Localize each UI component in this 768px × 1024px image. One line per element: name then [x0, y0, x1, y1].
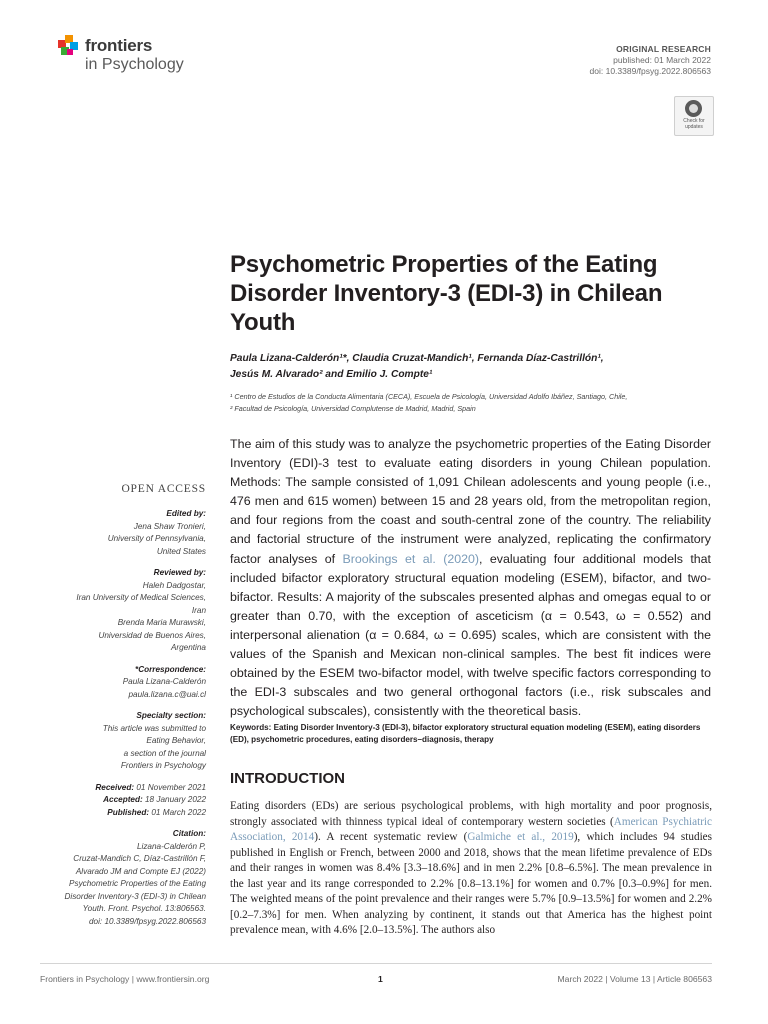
correspondence-email[interactable]: paula.lizana.c@uai.cl	[128, 689, 206, 699]
reviewer-affiliation: Iran University of Medical Sciences,	[76, 593, 206, 602]
affiliation: ² Facultad de Psicología, Universidad Complutense de Madrid, Madrid, Spain	[230, 404, 476, 413]
editor-country: United States	[156, 546, 206, 556]
citation-line: Cruzat-Mandich C, Díaz-Castrillón F,	[73, 854, 206, 863]
abstract-text: The aim of this study was to analyze the psychometric properties of the Eating Disorder Inventory (EDI)-3 test to evaluate eating disorders in young Chilean population. Methods: The sample consisted of 1,091 Chilean adolescents and young people (i.e., 476 men and 615 women) between 15 and 28 years old, from the metropolitan region, and four regions from the coast and south-central zone of the country. The reliability and factorial structure of the instrument were analyzed, replicating the confirmatory factor analyses of	[230, 437, 711, 566]
citation-line: Disorder Inventory-3 (EDI-3) in Chilean	[64, 891, 206, 901]
article-type: ORIGINAL RESEARCH	[616, 44, 711, 54]
reviewed-by-label: Reviewed by:	[153, 568, 206, 577]
citation-line: Alvarado JM and Compte EJ (2022)	[75, 866, 206, 876]
correspondence-name: Paula Lizana-Calderón	[122, 677, 206, 686]
specialty-label: Specialty section:	[136, 711, 206, 720]
abstract-text: , evaluating four additional models that included bifactor exploratory structural equation modeling (ESEM), bifactor, and two-bifactor. Results: A majority of the subscales presented alphas and omegas equal to or greater than 0.70, with the exception of asceticism (α = 0.543, ω = 0.552) and interpersonal alienation (α = 0.684, ω = 0.695) scales, which are consistent with the values of the Spanish and Mexican non-clinical samples. The best fit indices were obtained by the ESEM two-bifactor model, with twelve specific factors corresponding to the EDI-3 subscales and two general orthogonal factors (i.e., risk subscales and psychological subscales), consistently with the theoretical basis.	[230, 551, 711, 719]
citation-doi[interactable]: doi: 10.3389/fpsyg.2022.806563	[89, 916, 206, 926]
citation-link[interactable]: Brookings et al. (2020)	[342, 551, 480, 566]
reviewed-by	[40, 567, 206, 655]
abstract	[230, 435, 711, 721]
specialty-section	[40, 710, 206, 773]
doi[interactable]: doi: 10.3389/fpsyg.2022.806563	[589, 66, 711, 76]
body-text: Eating disorders (EDs) are serious psychological problems, with high mortality and poor prognosis, strongly associated with thinness typical ideal of contemporary western societies (	[230, 800, 712, 828]
editor-affiliation: University of Pennsylvania,	[107, 534, 206, 543]
journal-logo[interactable]	[58, 34, 218, 80]
correspondence-label: *Correspondence:	[135, 664, 206, 674]
footer-volume-info: March 2022 | Volume 13 | Article 806563	[557, 974, 712, 984]
reviewer-name: Brenda Maria Murawski,	[117, 618, 206, 627]
authors-line[interactable]: Paula Lizana-Calderón¹*, Claudia Cruzat-Mandich¹, Fernanda Díaz-Castrillón¹,	[230, 353, 604, 364]
body-text: ). A recent systematic review (	[314, 831, 468, 843]
specialty-line: Eating Behavior,	[146, 736, 206, 745]
accepted-date: Accepted: 18 January 2022	[103, 795, 206, 804]
journal-name: in Psychology	[85, 56, 184, 73]
badge-label: Check for updates	[683, 118, 705, 130]
citation-line: Psychometric Properties of the Eating	[69, 879, 206, 888]
footer-journal-link[interactable]: Frontiers in Psychology | www.frontiersin.org	[40, 974, 210, 984]
citation-line: Youth. Front. Psychol. 13:806563.	[82, 904, 206, 913]
keywords: Keywords: Eating Disorder Inventory-3 (EDI-3), bifactor exploratory structural equation modeling (ESEM), eating disorders (ED), psychometric procedures, eating disorders–diagnosis, therapy	[230, 723, 701, 744]
body-paragraph	[230, 799, 712, 939]
affiliation: ¹ Centro de Estudios de la Conducta Alimentaria (CECA), Escuela de Psicología, Universidad Adolfo Ibáñez, Santiago, Chile,	[230, 392, 628, 401]
citation-label: Citation:	[172, 829, 206, 838]
specialty-line: Frontiers in Psychology	[120, 761, 206, 770]
article-title: Psychometric Properties of the Eating Disorder Inventory-3 (EDI-3) in Chilean Youth	[230, 251, 663, 336]
reviewer-country: Iran	[191, 605, 206, 615]
body-text: ), which includes 94 studies published in English or French, between 2000 and 2018, shows that the mean lifetime prevalence of EDs and their ranges in women was 8.4% [3.3–18.6%] and in men 2.2% [0.8–6.5%]. The mean prevalence in the last year and its range corresponded to 2.2% [0.8–13.1%] for women and 0.7% [0.3–0.9%] for men. The weighted means of the point prevalence and their ranges were 5.7% [0.9–13.5%] for women and 2.2% [0.2–7.3%] for men. When analyzing by continent, it stands out that America has the highest point prevalence mean, with 4.6% [2.0–13.5%]. The authors also	[230, 831, 713, 936]
frontiers-logo-icon	[58, 34, 80, 58]
citation-line: Lizana-Calderón P,	[136, 841, 206, 851]
page-number: 1	[378, 974, 383, 984]
edited-by-label: Edited by:	[166, 509, 206, 518]
open-access-label: OPEN ACCESS	[121, 483, 206, 495]
received-date: Received: 01 November 2021	[95, 782, 206, 792]
correspondence	[40, 664, 206, 702]
reviewer-affiliation: Universidad de Buenos Aires,	[98, 630, 206, 640]
footer-divider	[40, 963, 712, 964]
published-date: published: 01 March 2022	[613, 55, 711, 65]
specialty-line: This article was submitted to	[102, 723, 206, 733]
check-for-updates-badge[interactable]	[674, 96, 714, 136]
article-meta	[590, 44, 711, 77]
article-dates	[40, 782, 206, 820]
specialty-line: a section of the journal	[123, 748, 206, 758]
citation	[40, 828, 206, 928]
edited-by	[40, 508, 206, 558]
citation-link[interactable]: Galmiche et al., 2019	[467, 831, 574, 843]
affiliations	[230, 391, 720, 415]
reviewer-country: Argentina	[170, 643, 206, 652]
citation-link[interactable]: American Psychiatric Association, 2014	[230, 815, 712, 843]
reviewer-name: Haleh Dadgostar,	[142, 580, 206, 590]
section-heading: INTRODUCTION	[230, 770, 345, 787]
article-info-sidebar	[40, 508, 206, 937]
author-list	[230, 351, 710, 383]
check-updates-icon	[685, 100, 702, 117]
editor-name: Jena Shaw Tronieri,	[133, 521, 206, 531]
published-date-sidebar: Published: 01 March 2022	[107, 807, 206, 817]
authors-line[interactable]: Jesús M. Alvarado² and Emilio J. Compte¹	[230, 369, 433, 380]
journal-brand: frontiers	[85, 36, 153, 55]
